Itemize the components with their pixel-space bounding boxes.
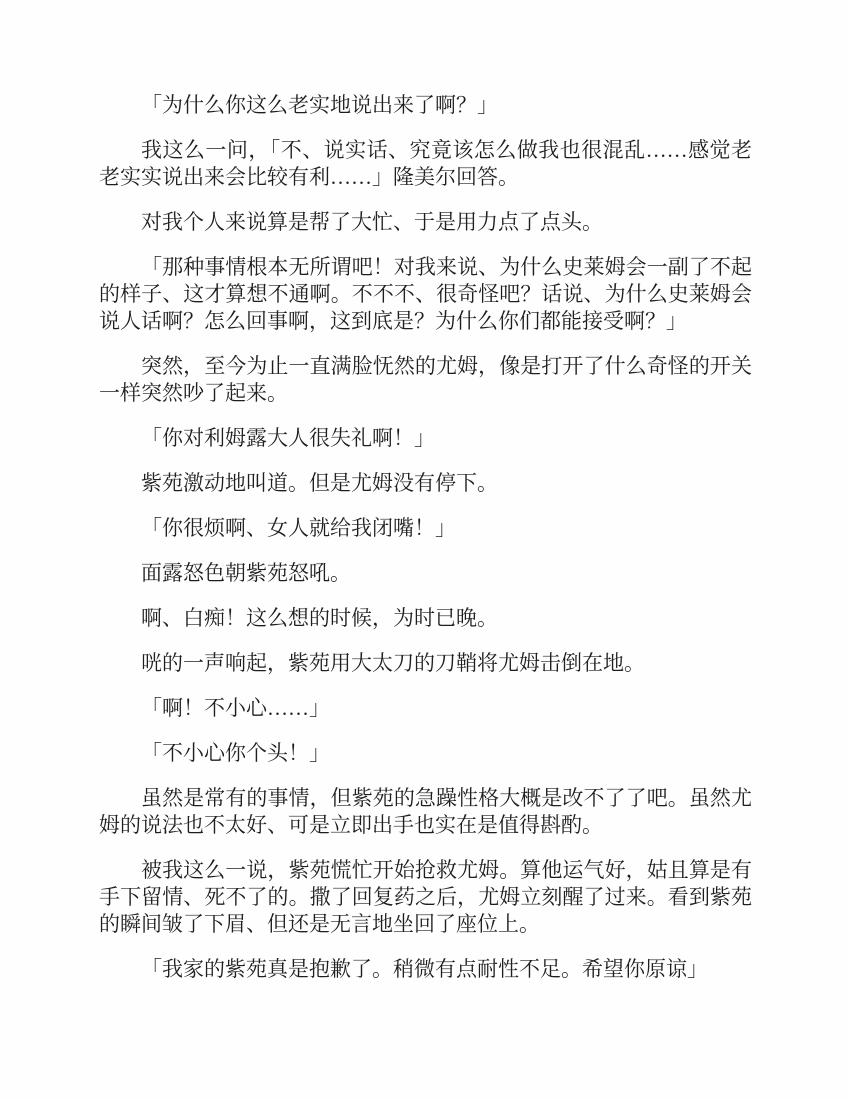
paragraph-dialogue: 「为什么你这么老实地说出来了啊？」 bbox=[141, 93, 498, 117]
paragraph-narration: 突然，至今为止一直满脸怃然的尤姆，像是打开了什么奇怪的开关一样突然吵了起来。 bbox=[99, 354, 752, 405]
paragraph-dialogue: 「你对利姆露大人很失礼啊！」 bbox=[141, 426, 435, 450]
paragraph-narration: 我这么一问，「不、说实话、究竟该怎么做我也很混乱……感觉老老实实说出来会比较有利……」隆美尔回答。 bbox=[99, 138, 752, 189]
paragraph-dialogue: 「啊！不小心……」 bbox=[141, 696, 330, 720]
paragraph-narration: 啊、白痴！这么想的时候，为时已晚。 bbox=[141, 606, 498, 630]
paragraph-narration: 被我这么一说，紫苑慌忙开始抢救尤姆。算他运气好，姑且算是有手下留情、死不了的。撒了回复药之后，尤姆立刻醒了过来。看到紫苑的瞬间皱了下眉、但还是无言地坐回了座位上。 bbox=[99, 858, 752, 936]
novel-text-block bbox=[99, 92, 752, 983]
paragraph-narration: 对我个人来说算是帮了大忙、于是用力点了点头。 bbox=[141, 210, 603, 234]
paragraph-narration: 咣的一声响起，紫苑用大太刀的刀鞘将尤姆击倒在地。 bbox=[141, 651, 645, 675]
paragraph-dialogue: 「不小心你个头！」 bbox=[141, 741, 330, 765]
paragraph-dialogue: 「那种事情根本无所谓吧！对我来说、为什么史莱姆会一副了不起的样子、这才算想不通啊。不不不、很奇怪吧？话说、为什么史莱姆会说人话啊？怎么回事啊，这到底是？为什么你们都能接受啊？」 bbox=[99, 255, 752, 333]
paragraph-narration: 紫苑激动地叫道。但是尤姆没有停下。 bbox=[141, 471, 498, 495]
paragraph-narration: 面露怒色朝紫苑怒吼。 bbox=[141, 561, 351, 585]
paragraph-narration: 虽然是常有的事情，但紫苑的急躁性格大概是改不了了吧。虽然尤姆的说法也不太好、可是立即出手也实在是值得斟酌。 bbox=[99, 786, 752, 837]
paragraph-dialogue: 「你很烦啊、女人就给我闭嘴！」 bbox=[141, 516, 456, 540]
paragraph-dialogue: 「我家的紫苑真是抱歉了。稍微有点耐性不足。希望你原谅」 bbox=[141, 957, 708, 981]
